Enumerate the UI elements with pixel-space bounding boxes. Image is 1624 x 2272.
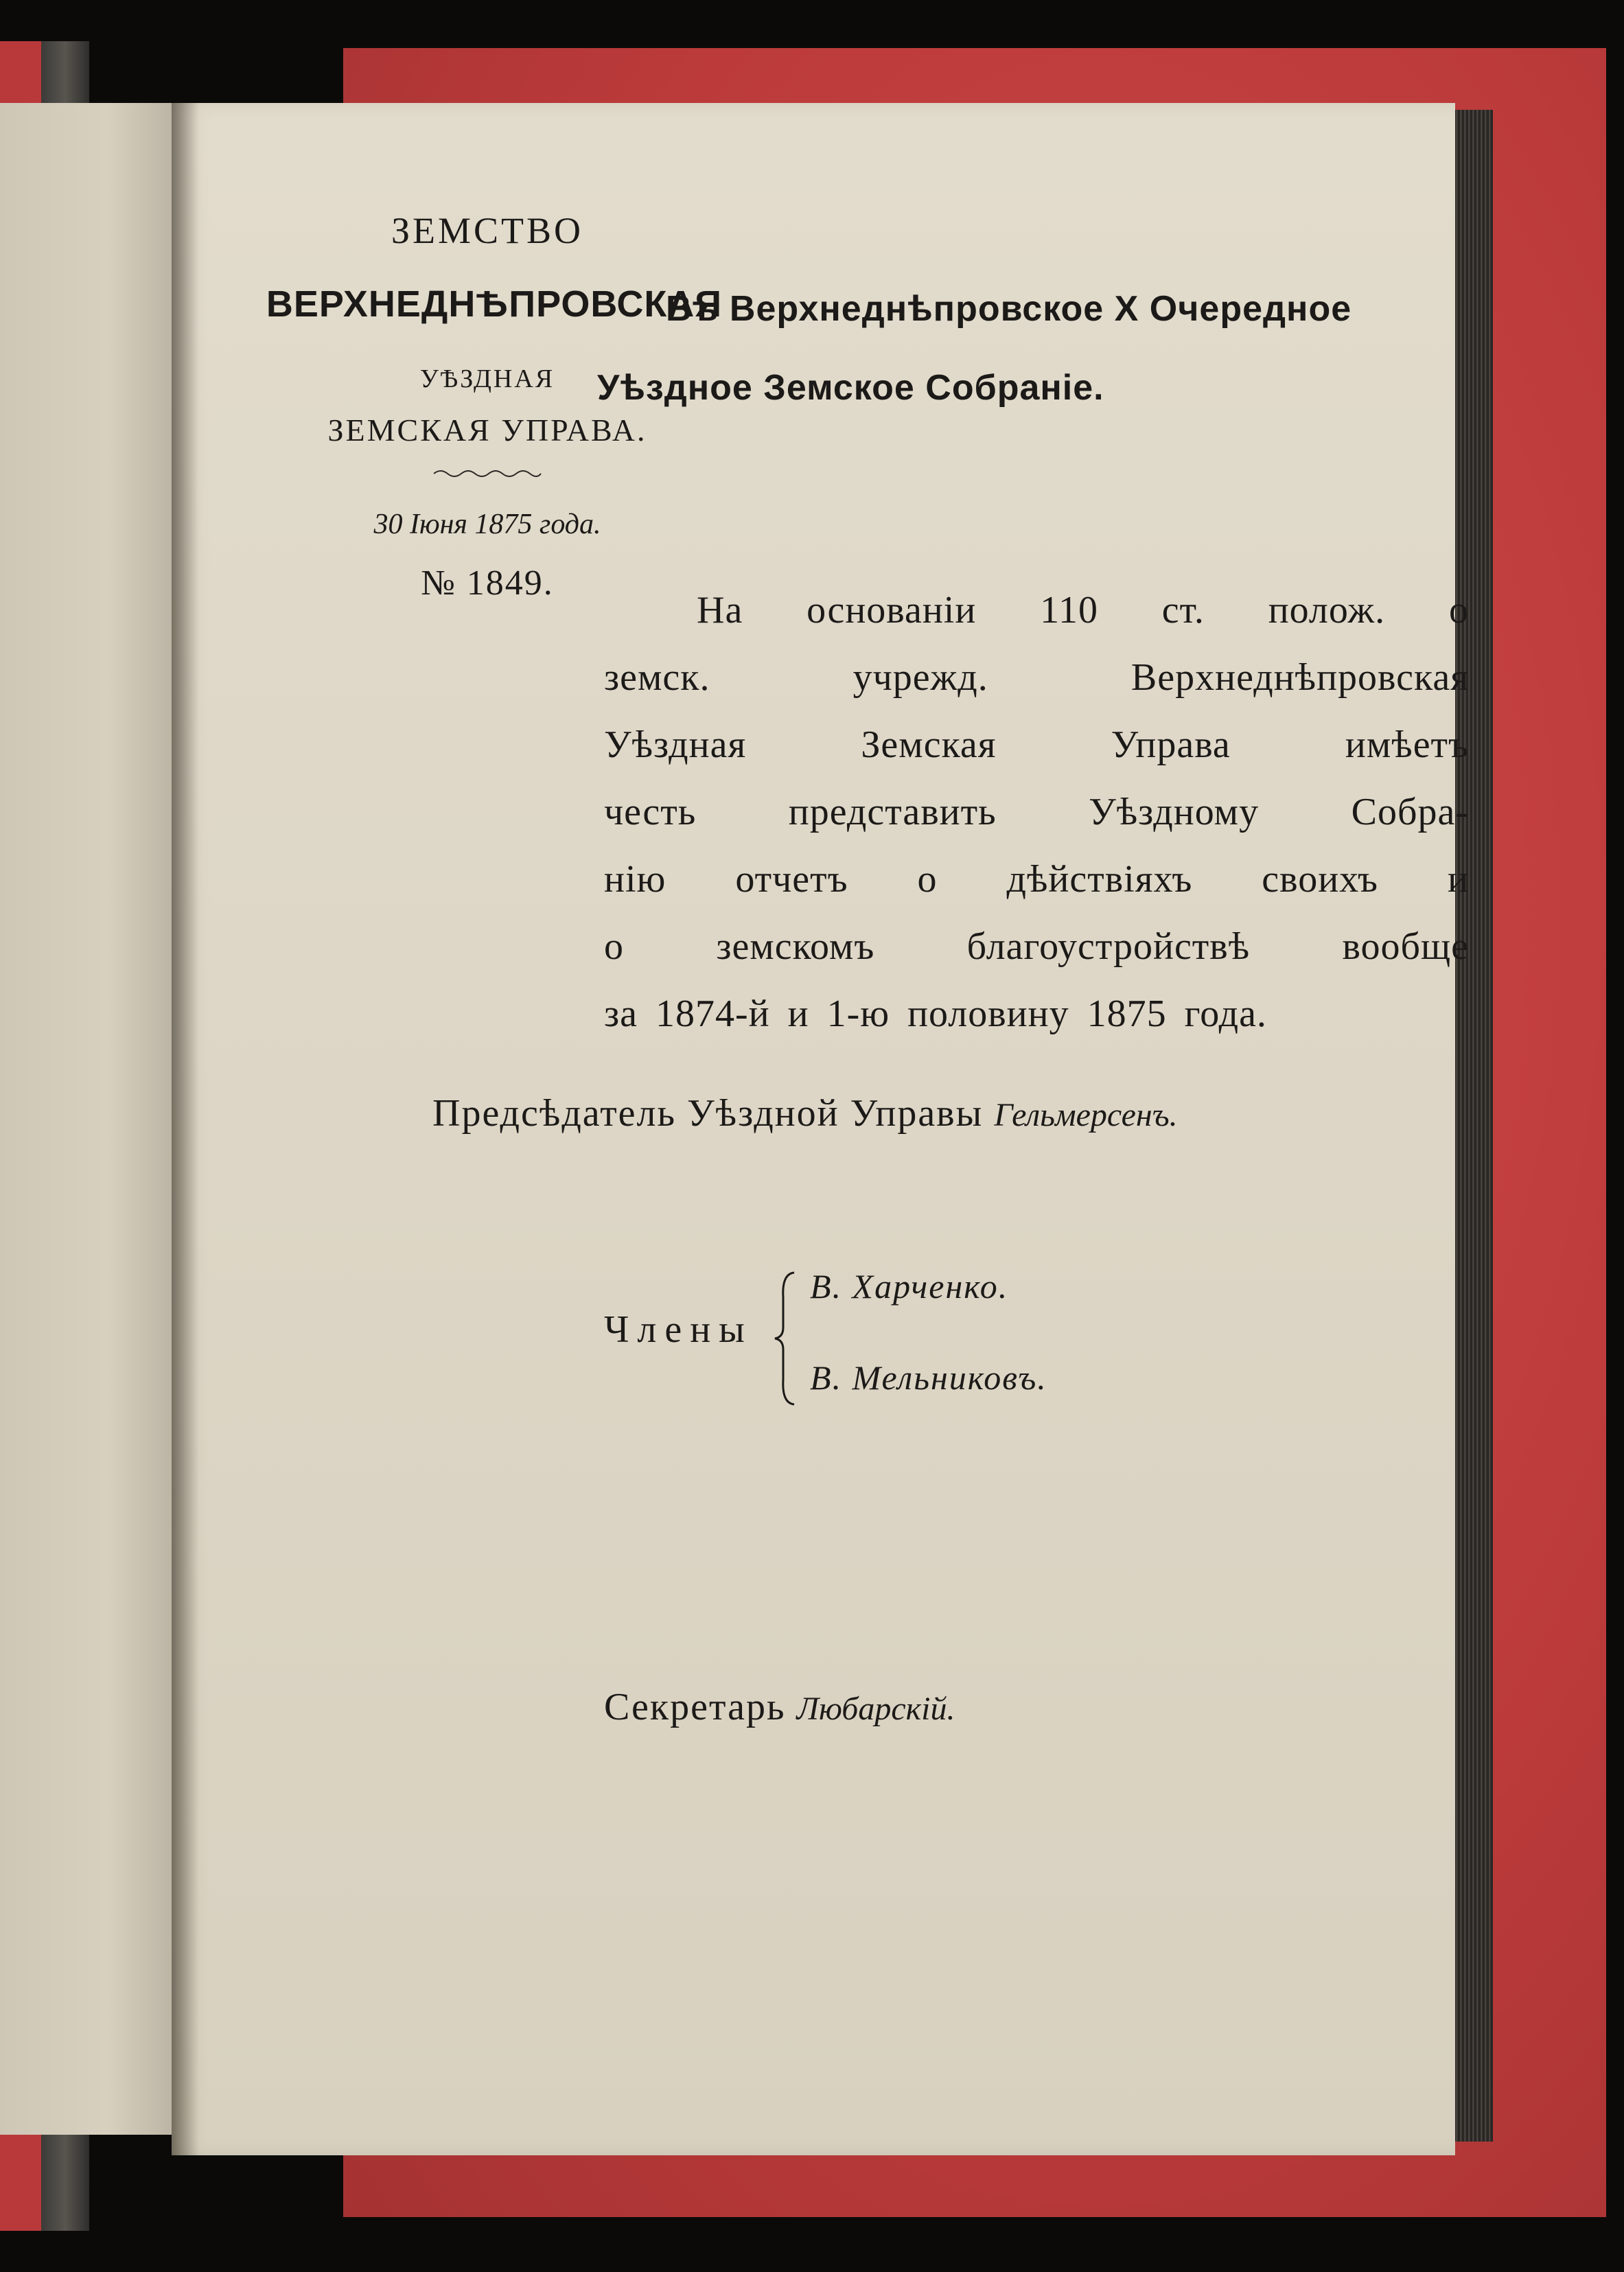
body-word: Земская xyxy=(861,723,997,766)
body-word: земскомъ xyxy=(716,925,875,968)
ornament-wave xyxy=(432,467,542,480)
body-word: своихъ xyxy=(1262,858,1378,901)
body-word: за xyxy=(604,993,638,1035)
body-word: 1875 xyxy=(1087,993,1167,1035)
secretary-title: Секретарь xyxy=(604,1686,786,1728)
body-word: Уѣздному xyxy=(1089,791,1260,833)
body-word: учрежд. xyxy=(852,656,988,699)
body-word: 110 xyxy=(1040,589,1099,631)
body-line xyxy=(604,577,1469,644)
body-word: о xyxy=(917,858,938,901)
members-label: Члены xyxy=(604,1308,753,1351)
secretary-signature-line xyxy=(604,1685,955,1729)
body-word: Собра- xyxy=(1351,791,1469,833)
body-word: нію xyxy=(604,858,666,901)
body-word: 1-ю xyxy=(826,993,890,1035)
body-line xyxy=(604,778,1469,846)
body-word: имѣетъ xyxy=(1345,723,1469,766)
previous-page-edge xyxy=(0,103,178,2135)
body-word: благоустройствѣ xyxy=(966,925,1251,968)
header-district: ВЕРХНЕДНѢПРОВСКАЯ xyxy=(266,283,723,325)
chairman-signature-line xyxy=(432,1091,1178,1135)
body-word: На xyxy=(697,589,743,631)
member-2: В. Мельниковъ. xyxy=(810,1358,1047,1397)
body-word: честь xyxy=(604,791,697,833)
chairman-name: Гельмерсенъ. xyxy=(994,1097,1178,1133)
body-word: о xyxy=(604,925,624,968)
body-paragraph xyxy=(604,577,1469,1047)
body-line xyxy=(604,711,1469,778)
chairman-title: Предсѣдатель Уѣздной Управы xyxy=(432,1092,984,1135)
body-word: Управа xyxy=(1111,723,1231,766)
body-word: Верхнеднѣпровская xyxy=(1130,656,1469,699)
addressee-line-1: Въ Верхнеднѣпровское X Очередное xyxy=(666,289,1352,329)
secretary-name: Любарскій. xyxy=(796,1691,955,1727)
gutter-shadow xyxy=(172,103,199,2155)
document-page xyxy=(172,103,1469,2155)
member-1: В. Харченко. xyxy=(810,1267,1009,1306)
body-line xyxy=(604,980,1469,1047)
body-word: и xyxy=(787,993,809,1035)
body-word: вообще xyxy=(1342,925,1469,968)
header-date: 30 Іюня 1875 года. xyxy=(373,509,601,540)
body-word: 1874-й xyxy=(655,993,770,1035)
body-line xyxy=(604,846,1469,913)
addressee-line-2: Уѣздное Земское Собраніе. xyxy=(597,368,1104,408)
body-word: и xyxy=(1447,858,1469,901)
body-word: о xyxy=(1448,589,1469,631)
body-word: половину xyxy=(907,993,1069,1035)
body-word: года. xyxy=(1184,993,1267,1035)
members-brace xyxy=(772,1270,800,1407)
body-line xyxy=(604,913,1469,980)
body-word: Уѣздная xyxy=(604,723,747,766)
body-word: ст. xyxy=(1161,589,1205,631)
header-zemstvo: ЗЕМСТВО xyxy=(391,210,584,251)
body-word: отчетъ xyxy=(735,858,848,901)
header-uezdnaya: УѢЗДНАЯ xyxy=(419,364,555,393)
header-number: № 1849. xyxy=(421,564,554,603)
body-word: представить xyxy=(788,791,997,833)
header-uprava: ЗЕМСКАЯ УПРАВА. xyxy=(327,413,647,448)
body-word: земск. xyxy=(604,656,710,699)
body-word: полож. xyxy=(1268,589,1386,631)
body-line xyxy=(604,644,1469,711)
body-word: основаніи xyxy=(807,589,977,631)
body-word: дѣйствіяхъ xyxy=(1006,858,1193,901)
